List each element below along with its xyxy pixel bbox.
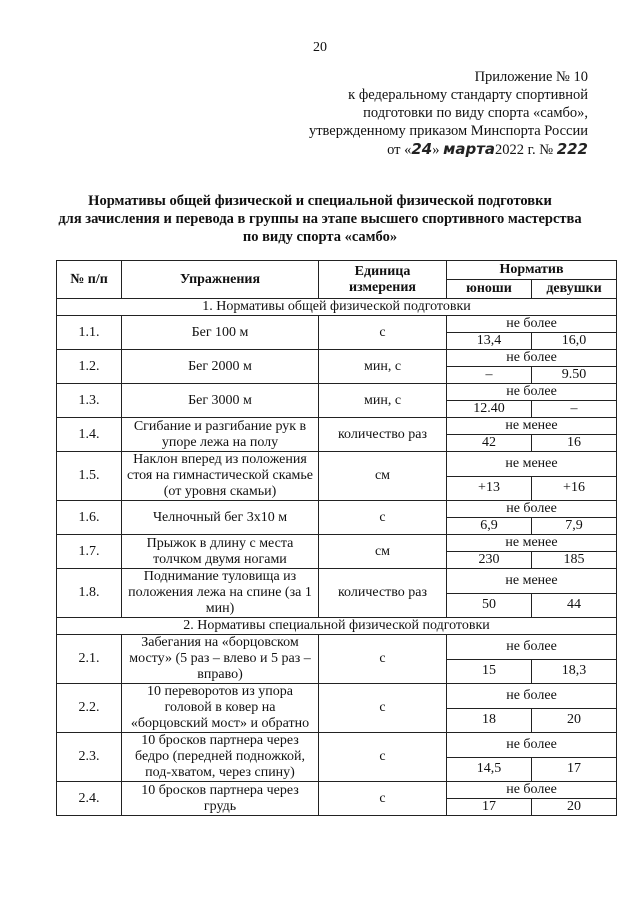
section-title: 2. Нормативы специальной физической подготовки	[57, 618, 617, 635]
row-number: 2.4.	[57, 782, 122, 816]
row-number: 1.1.	[57, 316, 122, 350]
unit-cell: с	[319, 316, 447, 350]
table-row	[57, 535, 617, 552]
condition-cell: не более	[447, 316, 617, 333]
table-row	[57, 501, 617, 518]
boys-value: 13,4	[447, 333, 532, 350]
boys-value: 12.40	[447, 401, 532, 418]
unit-cell: с	[319, 782, 447, 816]
unit-cell: с	[319, 501, 447, 535]
exercise-name: Наклон вперед из положения стоя на гимнастической скамье (от уровня скамьи)	[122, 452, 319, 501]
section-title: 1. Нормативы общей физической подготовки	[57, 299, 617, 316]
appendix-line-3: подготовки по виду спорта «самбо»,	[363, 105, 588, 121]
girls-value: 185	[532, 552, 617, 569]
exercise-name: Бег 3000 м	[122, 384, 319, 418]
norms-table	[56, 260, 617, 816]
exercise-name: 10 переворотов из упора головой в ковер на «борцовский мост» и обратно	[122, 684, 319, 733]
unit-cell: мин, с	[319, 350, 447, 384]
condition-cell: не менее	[447, 535, 617, 552]
row-number: 1.3.	[57, 384, 122, 418]
condition-cell: не более	[447, 733, 617, 758]
girls-value: +16	[532, 476, 617, 501]
section-row	[57, 299, 617, 316]
table-row	[57, 452, 617, 477]
exercise-name: 10 бросков партнера через грудь	[122, 782, 319, 816]
girls-value: 20	[532, 799, 617, 816]
condition-cell: не более	[447, 684, 617, 709]
unit-cell: см	[319, 535, 447, 569]
condition-cell: не более	[447, 384, 617, 401]
unit-cell: количество раз	[319, 418, 447, 452]
boys-value: –	[447, 367, 532, 384]
exercise-name: Прыжок в длину с места толчком двумя ногами	[122, 535, 319, 569]
header-girls: девушки	[532, 280, 617, 299]
condition-cell: не более	[447, 782, 617, 799]
appendix-date-line	[309, 140, 588, 159]
row-number: 2.3.	[57, 733, 122, 782]
table-row	[57, 733, 617, 758]
header-exercise: Упражнения	[122, 261, 319, 299]
boys-value: 230	[447, 552, 532, 569]
handwritten-day: 24	[411, 140, 433, 158]
boys-value: 6,9	[447, 518, 532, 535]
unit-cell: количество раз	[319, 569, 447, 618]
row-number: 1.4.	[57, 418, 122, 452]
boys-value: 17	[447, 799, 532, 816]
table-row	[57, 384, 617, 401]
year-text: 2022 г. №	[495, 142, 554, 158]
table-row	[57, 316, 617, 333]
girls-value: 9.50	[532, 367, 617, 384]
row-number: 2.1.	[57, 635, 122, 684]
row-number: 2.2.	[57, 684, 122, 733]
row-number: 1.7.	[57, 535, 122, 569]
appendix-line-2: к федеральному стандарту спортивной	[348, 87, 588, 103]
date-mid: »	[432, 142, 440, 158]
page-number: 20	[313, 40, 327, 55]
exercise-name: 10 бросков партнера через бедро (передней подножкой, под-хватом, через спину)	[122, 733, 319, 782]
exercise-name: Забегания на «борцовском мосту» (5 раз – влево и 5 раз – вправо)	[122, 635, 319, 684]
boys-value: 18	[447, 708, 532, 733]
row-number: 1.6.	[57, 501, 122, 535]
handwritten-order-number: 222	[556, 140, 588, 158]
table-row	[57, 418, 617, 435]
title-line-1: Нормативы общей физической и специальной физической подготовки	[88, 193, 552, 209]
exercise-name: Челночный бег 3х10 м	[122, 501, 319, 535]
appendix-line-4: утвержденному приказом Минспорта России	[308, 123, 588, 139]
row-number: 1.2.	[57, 350, 122, 384]
exercise-name: Бег 2000 м	[122, 350, 319, 384]
unit-cell: см	[319, 452, 447, 501]
girls-value: 17	[532, 757, 617, 782]
unit-cell: с	[319, 733, 447, 782]
table-body	[57, 299, 617, 816]
handwritten-month: марта	[443, 140, 496, 158]
row-number: 1.5.	[57, 452, 122, 501]
boys-value: 15	[447, 659, 532, 684]
header-num: № п/п	[57, 261, 122, 299]
header-norm: Норматив	[447, 261, 617, 280]
condition-cell: не менее	[447, 452, 617, 477]
header-boys: юноши	[447, 280, 532, 299]
appendix-header	[309, 68, 588, 159]
exercise-name: Поднимание туловища из положения лежа на спине (за 1 мин)	[122, 569, 319, 618]
boys-value: 50	[447, 593, 532, 618]
exercise-name: Сгибание и разгибание рук в упоре лежа на полу	[122, 418, 319, 452]
exercise-name: Бег 100 м	[122, 316, 319, 350]
date-prefix: от «	[387, 142, 412, 158]
boys-value: 42	[447, 435, 532, 452]
title-line-2: для зачисления и перевода в группы на этапе высшего спортивного мастерства	[58, 211, 582, 227]
condition-cell: не более	[447, 635, 617, 660]
condition-cell: не более	[447, 350, 617, 367]
girls-value: 18,3	[532, 659, 617, 684]
condition-cell: не менее	[447, 569, 617, 594]
unit-cell: с	[319, 635, 447, 684]
girls-value: 16	[532, 435, 617, 452]
girls-value: –	[532, 401, 617, 418]
girls-value: 44	[532, 593, 617, 618]
table-row	[57, 782, 617, 799]
boys-value: +13	[447, 476, 532, 501]
table-row	[57, 569, 617, 594]
table-row	[57, 350, 617, 367]
girls-value: 7,9	[532, 518, 617, 535]
section-row	[57, 618, 617, 635]
girls-value: 20	[532, 708, 617, 733]
document-title	[40, 192, 600, 246]
row-number: 1.8.	[57, 569, 122, 618]
table-row	[57, 635, 617, 660]
boys-value: 14,5	[447, 757, 532, 782]
title-line-3: по виду спорта «самбо»	[242, 229, 398, 245]
header-unit: Единица измерения	[319, 261, 447, 299]
condition-cell: не более	[447, 501, 617, 518]
girls-value: 16,0	[532, 333, 617, 350]
table-row	[57, 684, 617, 709]
appendix-line-1: Приложение № 10	[474, 69, 588, 85]
condition-cell: не менее	[447, 418, 617, 435]
unit-cell: с	[319, 684, 447, 733]
unit-cell: мин, с	[319, 384, 447, 418]
